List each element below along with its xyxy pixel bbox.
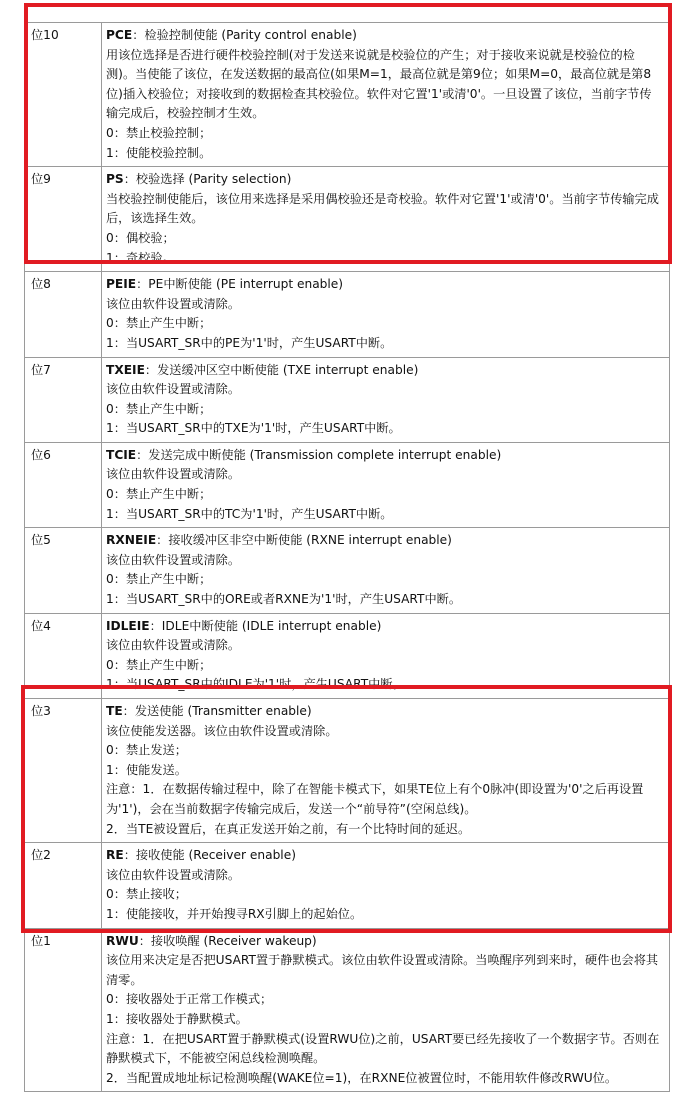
field-option: 1：当USART_SR中的ORE或者RXNE为'1'时，产生USART中断。 [106,592,462,607]
field-title [106,617,661,637]
field-option: 0：禁止产生中断； [106,487,212,502]
bit-description [102,167,670,272]
field-option: 1：当USART_SR中的TC为'1'时，产生USART中断。 [106,506,393,521]
field-desc: 该位使能发送器。该位由软件设置或清除。 [106,723,338,738]
field-option: 0：禁止产生中断； [106,401,212,416]
bit-description [102,272,670,357]
field-desc: 该位由软件设置或清除。 [106,382,241,397]
table-row-bit7 [25,357,670,442]
register-bit-table [24,22,670,1092]
field-abbr: RE [106,848,124,863]
bit-label: 位7 [25,357,102,442]
field-desc: 当校验控制使能后，该位用来选择是采用偶校验还是奇校验。软件对它置'1'或清'0'。当前字节传输完成后，该选择生效。 [106,191,659,226]
field-title [106,846,661,866]
field-desc: 该位由软件设置或清除。 [106,296,241,311]
bit-description [102,843,670,928]
field-title-text: ：检验控制使能 (Parity control enable) [132,28,357,42]
field-title [106,932,661,952]
field-desc: 该位由软件设置或清除。 [106,638,241,653]
bit-description [102,528,670,613]
field-option: 0：禁止产生中断； [106,572,212,587]
field-title-text: ：校验选择 (Parity selection) [123,172,292,187]
field-note: 注意：1．在把USART置于静默模式(设置RWU位)之前，USART要已经先接收了一个数据字节。否则在静默模式下，不能被空闲总线检测唤醒。 [106,1031,660,1066]
field-abbr: IDLEIE [106,618,150,633]
field-desc: 该位用来决定是否把USART置于静默模式。该位由软件设置或清除。当唤醒序列到来时，硬件也会将其清零。 [106,953,659,987]
table-row-bit9 [25,167,670,272]
field-option: 1：当USART_SR中的PE为'1'时，产生USART中断。 [106,335,393,350]
table-row-bit10 [25,23,670,167]
bit-description [102,357,670,442]
field-title [106,275,661,295]
field-title-text: ：发送完成中断使能 (Transmission complete interrupt enable) [136,447,502,462]
field-desc: 用该位选择是否进行硬件校验控制(对于发送来说就是校验位的产生；对于接收来说就是校验位的检测)。当使能了该位，在发送数据的最高位(如果M=1，最高位就是第9位；如果M=0，最高位就是第8位)插入校验位；对接收到的数据检查其校验位。软件对它置'1'或清'0'。一旦设置了该位，当前字节传输完成后，校验控制才生效。 [106,47,652,121]
field-title [106,531,661,551]
field-option: 1：使能校验控制。 [106,145,212,160]
field-desc: 该位由软件设置或清除。 [106,552,241,567]
field-option: 1：使能发送。 [106,762,187,777]
table-row-bit6 [25,442,670,527]
bit-label: 位3 [25,699,102,843]
field-option: 0：禁止校验控制； [106,125,212,140]
bit-description [102,613,670,698]
bit-label: 位2 [25,843,102,928]
table-row-bit5 [25,528,670,613]
field-title-text: ：发送缓冲区空中断使能 (TXE interrupt enable) [144,362,419,377]
field-abbr: TCIE [106,447,137,462]
table-row-bit8 [25,272,670,357]
field-abbr: PEIE [106,277,137,292]
field-abbr: PCE [106,28,133,42]
bit-label: 位5 [25,528,102,613]
field-title-text: ：接收唤醒 (Receiver wakeup) [138,933,317,948]
field-option: 0：接收器处于正常工作模式； [106,992,273,1007]
bit-label: 位6 [25,442,102,527]
table-row-bit2 [25,843,670,928]
field-option: 1：当USART_SR中的TXE为'1'时，产生USART中断。 [106,421,401,436]
field-note: 注意：1．在数据传输过程中，除了在智能卡模式下，如果TE位上有个0脉冲(即设置为'0'之后再设置为'1')，会在当前数据字传输完成后，发送一个“前导符”(空闲总线)。 [106,782,644,816]
field-title-text: ：发送使能 (Transmitter enable) [122,704,312,718]
field-abbr: RXNEIE [106,533,157,548]
table-row-bit3 [25,699,670,843]
field-title [106,26,661,46]
field-option: 1：接收器处于静默模式。 [106,1011,248,1026]
bit-label: 位4 [25,613,102,698]
bit-label: 位8 [25,272,102,357]
bit-description [102,928,670,1092]
table-row-bit1 [25,928,670,1092]
field-title-text: ：IDLE中断使能 (IDLE interrupt enable) [149,618,382,633]
table-row-bit4 [25,613,670,698]
bit-label: 位1 [25,928,102,1092]
field-title [106,702,661,722]
field-note: 2．当配置成地址标记检测唤醒(WAKE位=1)，在RXNE位被置位时，不能用软件修改RWU位。 [106,1070,618,1085]
bit-description [102,442,670,527]
field-abbr: RWU [106,933,139,948]
field-abbr: TE [106,704,123,718]
field-title-text: ：PE中断使能 (PE interrupt enable) [136,277,344,292]
field-title [106,361,661,381]
field-option: 0：禁止接收； [106,887,187,902]
bit-description [102,699,670,843]
field-title [106,170,661,190]
field-abbr: TXEIE [106,362,145,377]
field-title [106,446,661,466]
field-option: 1：使能接收，并开始搜寻RX引脚上的起始位。 [106,906,363,921]
bit-label: 位10 [25,23,102,167]
field-option: 0：禁止发送； [106,743,187,758]
field-title-text: ：接收缓冲区非空中断使能 (RXNE interrupt enable) [156,533,452,548]
bit-description [102,23,670,167]
field-abbr: PS [106,172,124,187]
field-option: 1：奇校验。 [106,250,175,265]
field-option: 1：当USART_SR中的IDLE为'1'时，产生USART中断。 [106,677,405,692]
field-option: 0：偶校验； [106,230,175,245]
bit-label: 位9 [25,167,102,272]
field-title-text: ：接收使能 (Receiver enable) [123,848,296,863]
field-desc: 该位由软件设置或清除。 [106,467,241,482]
field-option: 0：禁止产生中断； [106,657,212,672]
field-desc: 该位由软件设置或清除。 [106,867,241,882]
field-option: 0：禁止产生中断； [106,316,212,331]
field-note: 2．当TE被设置后，在真正发送开始之前，有一个比特时间的延迟。 [106,821,471,836]
